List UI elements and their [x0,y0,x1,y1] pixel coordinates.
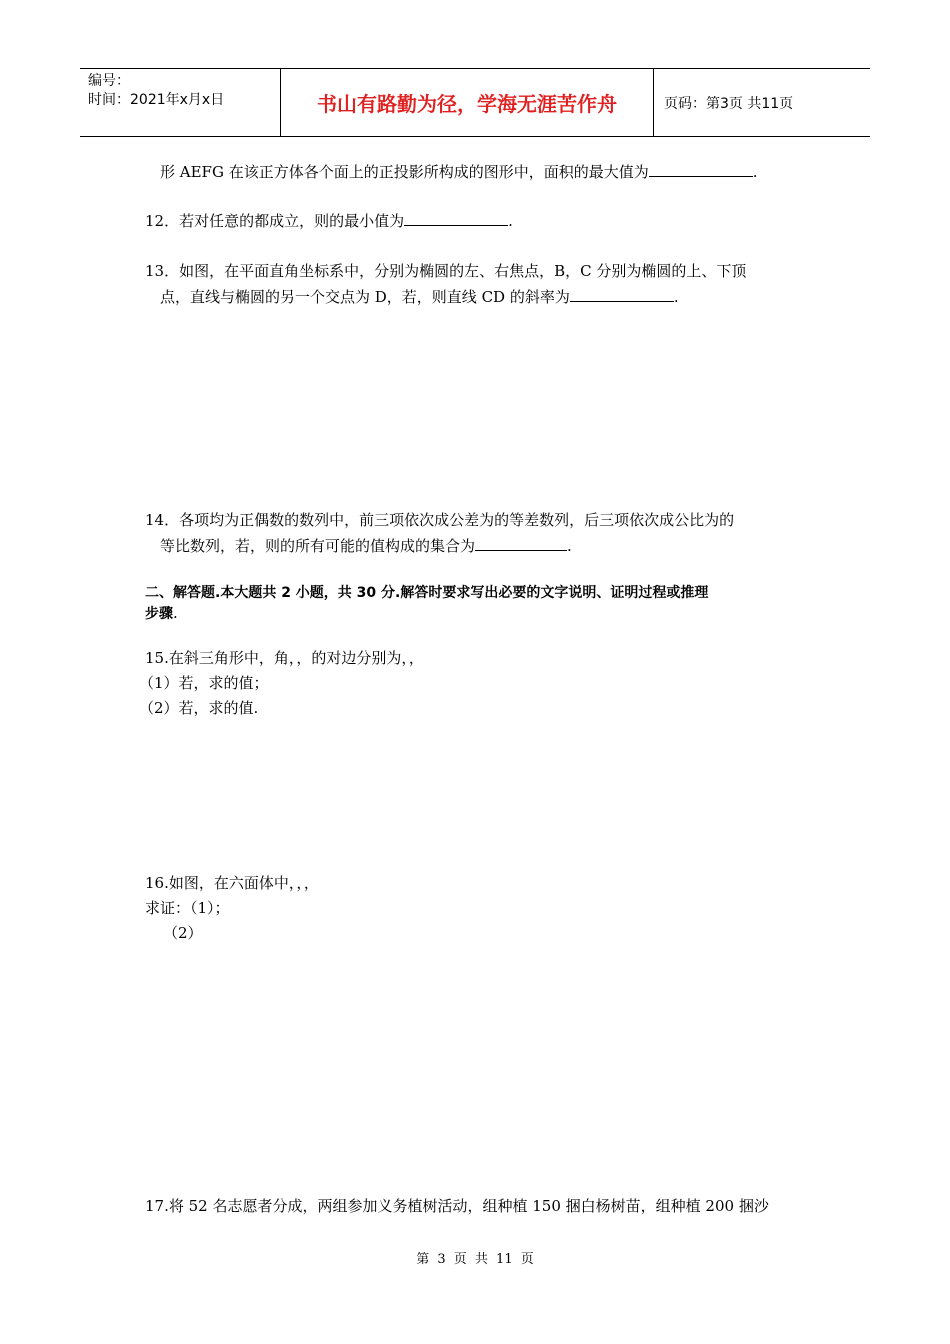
question-15-part1: （1）若，求的值； [139,674,269,692]
time-label: 时间：2021年x月x日 [88,92,225,108]
question-14-line1: 14．各项均为正偶数的数列中，前三项依次成公差为的等差数列，后三项依次成公比为的 [145,511,735,529]
section-2-heading-end: 步骤. [145,604,178,622]
question-13-line2: 点，直线与椭圆的另一个交点为 D，若，则直线 CD 的斜率为 . [160,288,679,306]
question-13-line1: 13．如图，在平面直角坐标系中，分别为椭圆的左、右焦点，B，C 分别为椭圆的上、下顶 [145,262,747,280]
answer-blank [570,287,674,302]
number-label: 编号： [88,73,130,89]
answer-blank [475,536,567,551]
question-16: 16.如图，在六面体中，，， [145,874,319,892]
page-header [80,68,870,137]
question-17: 17.将 52 名志愿者分成，两组参加义务植树活动，组种植 150 捆白杨树苗，组种植 200 捆沙 [145,1197,769,1215]
question-15: 15.在斜三角形中，角，，的对边分别为，， [145,649,424,667]
header-meta [80,69,281,136]
answer-blank [649,162,753,177]
answer-blank [404,211,508,226]
header-page-info: 页码：第3页 共11页 [664,95,794,112]
header-motto: 书山有路勤为径，学海无涯苦作舟 [281,69,654,136]
page-footer: 第 3 页 共 11 页 [416,1252,534,1267]
question-14-line2: 等比数列，若，则的所有可能的值构成的集合为 . [160,537,572,555]
question-12: 12．若对任意的都成立，则的最小值为 . [145,212,513,230]
question-15-part2: （2）若，求的值. [139,699,259,717]
text-line: 形 AEFG 在该正方体各个面上的正投影所构成的图形中，面积的最大值为 . [160,163,758,181]
section-2-heading: 二、解答题.本大题共 2 小题，共 30 分.解答时要求写出必要的文字说明、证明过程或推理 [145,585,709,601]
question-16-part1: 求证：（1）； [145,899,230,917]
question-16-part2: （2） [163,924,203,942]
